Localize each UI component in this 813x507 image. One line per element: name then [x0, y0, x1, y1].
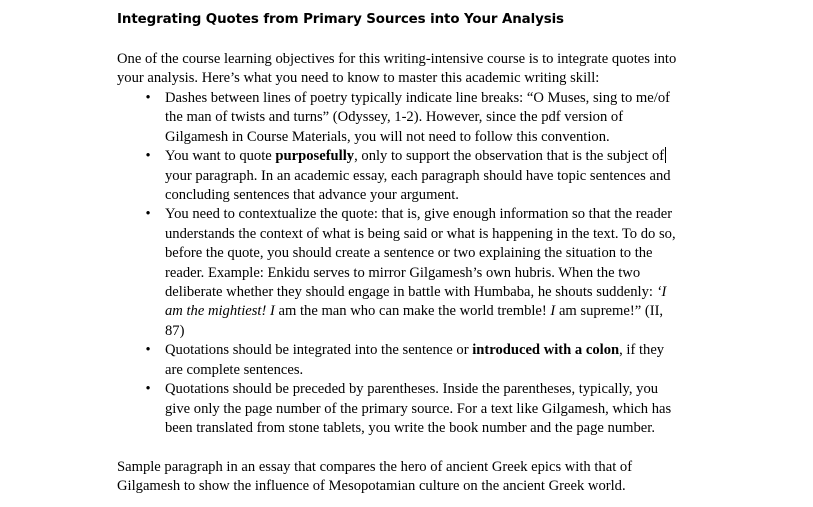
text-cursor: [665, 147, 666, 163]
text-line: give only the page number of the primary source. For a text like Gilgamesh, which has: [165, 400, 672, 417]
text-line: You need to contextualize the quote: that is, give enough information so that the reader: [165, 206, 673, 223]
list-item-text: [165, 205, 813, 341]
text-run: You want to quote: [165, 148, 276, 165]
text-line: your paragraph. In an academic essay, each paragraph should have topic sentences and: [165, 167, 671, 184]
italic-text: ‘I: [656, 284, 667, 301]
guidelines-list: [0, 89, 813, 438]
list-item: [0, 205, 813, 341]
sample-paragraph-intro: [117, 458, 717, 497]
italic-text: am the mightiest! I: [165, 303, 275, 320]
document-title: Integrating Quotes from Primary Sources into Your Analysis: [117, 12, 564, 27]
text-run: am supreme!” (II,: [555, 303, 664, 320]
bullet-icon: •: [145, 381, 151, 398]
text-line: reader. Example: Enkidu serves to mirror Gilgamesh’s own hubris. When the two: [165, 264, 641, 281]
bullet-icon: •: [145, 206, 151, 223]
text-run: am the man who can make the world tremble!: [274, 303, 551, 320]
text-line: are complete sentences.: [165, 361, 304, 378]
text-line: Dashes between lines of poetry typically indicate line breaks: “O Muses, sing to me/of: [165, 90, 670, 106]
text-line: Gilgamesh in Course Materials, you will not need to follow this convention.: [165, 128, 610, 145]
text-run: Quotations should be integrated into the sentence or: [165, 342, 473, 359]
list-item-text: [165, 341, 813, 380]
text-line: [165, 341, 813, 360]
list-item: [0, 89, 813, 147]
bullet-icon: •: [145, 90, 151, 106]
list-item: [0, 341, 813, 380]
text-line: understands the context of what is being said or what is happening in the text. To do so,: [165, 225, 676, 242]
text-line: [165, 302, 813, 321]
text-line: Quotations should be preceded by parentheses. Inside the parentheses, typically, you: [165, 381, 659, 398]
sample-line: Sample paragraph in an essay that compares the hero of ancient Greek epics with that of: [117, 459, 633, 475]
list-item: [0, 380, 813, 438]
text-line: the man of twists and turns” (Odyssey, 1-2). However, since the pdf version of: [165, 109, 624, 126]
list-item-text: [165, 147, 813, 205]
list-item: [0, 147, 813, 205]
text-run: deliberate whether they should engage in battle with Humbaba, he shouts suddenly:: [165, 284, 657, 301]
text-line: [165, 147, 813, 166]
text-line: concluding sentences that advance your argument.: [165, 187, 459, 204]
intro-paragraph: [117, 50, 707, 89]
text-line: before the quote, you should create a sentence or two explaining the situation to the: [165, 245, 653, 262]
text-line: 87): [165, 322, 185, 339]
bullet-icon: •: [145, 148, 151, 165]
bold-text: purposefully: [275, 148, 355, 165]
sample-line: Gilgamesh to show the influence of Mesopotamian culture on the ancient Greek world.: [117, 478, 626, 495]
bold-text: introduced with a colon: [472, 342, 620, 359]
text-line: [165, 283, 813, 302]
text-run: , only to support the observation that is the subject of: [354, 148, 665, 165]
intro-line: One of the course learning objectives for this writing-intensive course is to integrate quotes into: [117, 51, 677, 67]
text-run: , if they: [619, 342, 665, 359]
italic-text: I: [550, 303, 556, 320]
intro-line: your analysis. Here’s what you need to know to master this academic writing skill:: [117, 70, 600, 87]
list-item-text: [165, 89, 813, 147]
list-item-text: [165, 380, 813, 438]
text-line: been translated from stone tablets, you write the book number and the page number.: [165, 419, 655, 436]
bullet-icon: •: [145, 342, 151, 359]
